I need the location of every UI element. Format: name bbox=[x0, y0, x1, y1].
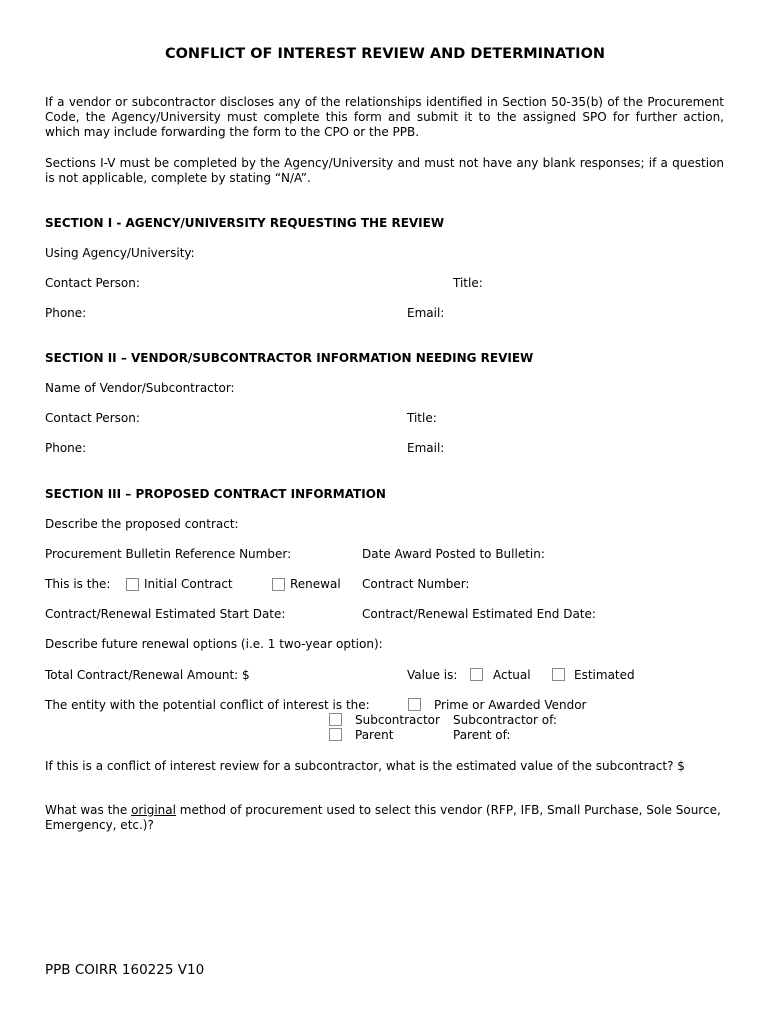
start-date-label: Contract/Renewal Estimated Start Date: bbox=[45, 607, 286, 621]
s1-contact-person-label: Contact Person: bbox=[45, 276, 140, 290]
total-amount-label: Total Contract/Renewal Amount: $ bbox=[45, 668, 250, 682]
parent-of-label: Parent of: bbox=[453, 728, 511, 742]
subcontractor-label: Subcontractor bbox=[355, 713, 440, 727]
this-is-the-label: This is the: bbox=[45, 577, 111, 591]
subcontractor-of-label: Subcontractor of: bbox=[453, 713, 557, 727]
renewal-checkbox[interactable] bbox=[272, 578, 285, 591]
s2-contact-person-label: Contact Person: bbox=[45, 411, 140, 425]
intro-paragraph-2: Sections I-V must be completed by the Agency/University and must not have any blank responses; if a question is not applicable, complete by stating “N/A”. bbox=[45, 156, 724, 185]
parent-label: Parent bbox=[355, 728, 394, 742]
parent-checkbox[interactable] bbox=[329, 728, 342, 741]
s1-title-label: Title: bbox=[453, 276, 483, 290]
prime-vendor-label: Prime or Awarded Vendor bbox=[434, 698, 587, 712]
page-title: CONFLICT OF INTEREST REVIEW AND DETERMINATION bbox=[164, 46, 606, 62]
s1-phone-label: Phone: bbox=[45, 306, 87, 320]
s2-phone-label: Phone: bbox=[45, 441, 87, 455]
date-award-label: Date Award Posted to Bulletin: bbox=[362, 547, 545, 561]
method-text-post: method of procurement used to select this vendor (RFP, IFB, Small Purchase, Sole Source, Emergency, etc.)? bbox=[45, 803, 721, 832]
value-is-label: Value is: bbox=[407, 668, 458, 682]
renewal-options-label: Describe future renewal options (i.e. 1 two-year option): bbox=[45, 637, 383, 651]
describe-contract-label: Describe the proposed contract: bbox=[45, 517, 239, 531]
subcontractor-checkbox[interactable] bbox=[329, 713, 342, 726]
s1-email-label: Email: bbox=[407, 306, 445, 320]
bulletin-ref-label: Procurement Bulletin Reference Number: bbox=[45, 547, 292, 561]
initial-contract-checkbox[interactable] bbox=[126, 578, 139, 591]
method-text-pre: What was the bbox=[45, 803, 132, 817]
end-date-label: Contract/Renewal Estimated End Date: bbox=[362, 607, 596, 621]
vendor-name-label: Name of Vendor/Subcontractor: bbox=[45, 381, 235, 395]
contract-number-label: Contract Number: bbox=[362, 577, 470, 591]
estimated-label: Estimated bbox=[574, 668, 635, 682]
s2-title-label: Title: bbox=[407, 411, 437, 425]
s2-email-label: Email: bbox=[407, 441, 445, 455]
actual-label: Actual bbox=[493, 668, 531, 682]
footer-form-id: PPB COIRR 160225 V10 bbox=[45, 962, 205, 978]
using-agency-label: Using Agency/University: bbox=[45, 246, 195, 260]
subcontract-value-label: If this is a conflict of interest review for a subcontractor, what is the estimated value of the subcontract? $ bbox=[45, 759, 685, 773]
section-2-heading: SECTION II – VENDOR/SUBCONTRACTOR INFORMATION NEEDING REVIEW bbox=[45, 351, 534, 365]
section-1-heading: SECTION I - AGENCY/UNIVERSITY REQUESTING THE REVIEW bbox=[45, 216, 445, 230]
actual-checkbox[interactable] bbox=[470, 668, 483, 681]
estimated-checkbox[interactable] bbox=[552, 668, 565, 681]
renewal-label: Renewal bbox=[290, 577, 341, 591]
prime-vendor-checkbox[interactable] bbox=[408, 698, 421, 711]
section-3-heading: SECTION III – PROPOSED CONTRACT INFORMATION bbox=[45, 487, 386, 501]
intro-paragraph-1: If a vendor or subcontractor discloses any of the relationships identified in Section 50-35(b) of the Procurement Code, the Agency/University must complete this form and submit it to the assigned SPO for further action, which may include forwarding the form to the CPO or the PPB. bbox=[45, 95, 724, 139]
initial-contract-label: Initial Contract bbox=[144, 577, 233, 591]
entity-conflict-label: The entity with the potential conflict of interest is the: bbox=[45, 698, 370, 712]
procurement-method-question bbox=[45, 803, 724, 833]
method-original-word: original bbox=[131, 803, 176, 817]
